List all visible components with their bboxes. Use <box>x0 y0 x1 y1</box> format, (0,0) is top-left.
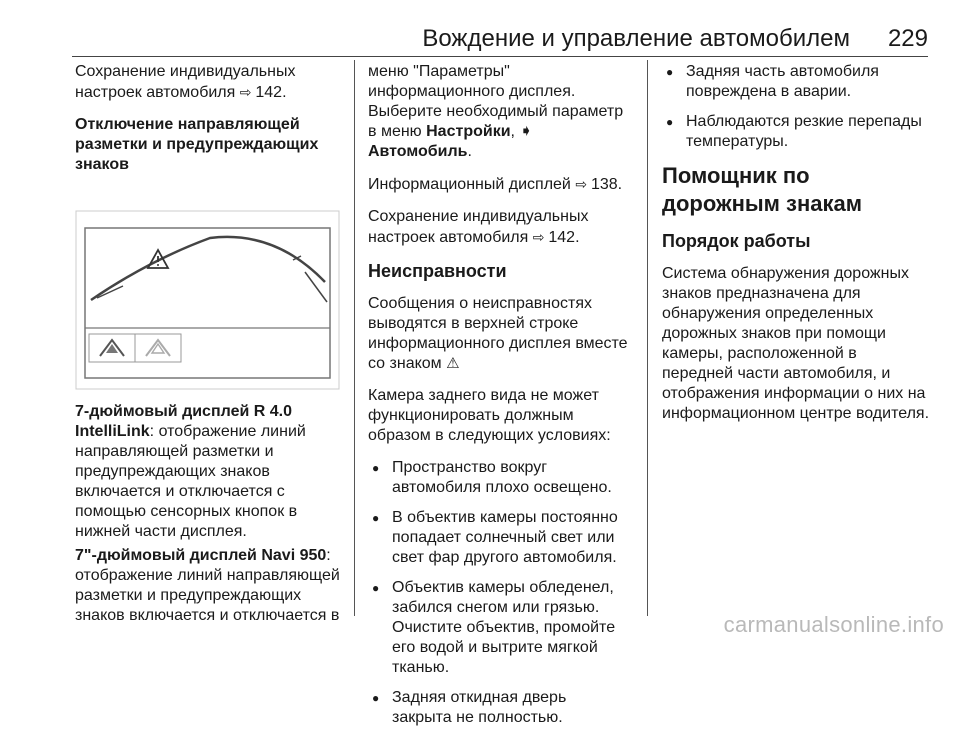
header-title: Вождение и управление автомобилем <box>422 25 850 52</box>
column-1-lower <box>75 402 343 638</box>
column-1 <box>75 62 343 187</box>
col2-paragraph-5: Камера заднего вида не может функционировать должным образом в следующих условиях: <box>368 387 611 444</box>
col1-paragraph-1: Сохранение индивидуальных настроек автомобиля ⇨ 142. <box>75 63 296 101</box>
list-item: ● Объектив камеры обледенел, забился снегом или грязью. Очистите объектив, промойте его водой и вытрите мягкой тканью. <box>368 578 630 678</box>
header-rule <box>72 56 928 57</box>
col1-heading: Отключение направляющей разметки и предупреждающих знаков <box>75 116 319 173</box>
list-item: ● Наблюдаются резкие перепады температуры. <box>662 112 932 152</box>
page-ref-icon: ⇨ <box>575 176 591 192</box>
list-item: ● Пространство вокруг автомобиля плохо освещено. <box>368 458 630 498</box>
warning-triangle-icon: ⚠ <box>446 355 460 372</box>
page-ref-icon: ⇨ <box>239 84 256 100</box>
col2-paragraph-2: Информационный дисплей ⇨ 138. <box>368 176 623 193</box>
camera-display-figure <box>75 210 340 390</box>
page-header <box>72 24 928 54</box>
col2-paragraph-1: меню "Параметры" информационного дисплея. Выберите необходимый параметр в меню Настройки, ➧ Автомобиль. <box>368 63 624 160</box>
column-3 <box>662 62 932 436</box>
watermark: carmanualsonline.info <box>723 612 944 637</box>
page-ref-icon: ⇨ <box>532 229 549 245</box>
col2-paragraph-3: Сохранение индивидуальных настроек автомобиля ⇨ 142. <box>368 208 589 246</box>
col1-paragraph-2: 7-дюймовый дисплей R 4.0 IntelliLink: отображение линий направляющей разметки и предупреждающих знаков включается и отключается с помощью сенсорных кнопок в нижней части дисплея. <box>75 403 306 540</box>
col2-bullet-list <box>368 458 630 728</box>
arrow-icon: ➧ <box>519 123 533 140</box>
sub-heading: Порядок работы <box>662 231 811 251</box>
col1-paragraph-3: 7"-дюймовый дисплей Navi 950: отображение линий направляющей разметки и предупреждающих знаков включается и отключается в <box>75 547 340 624</box>
column-2 <box>368 62 630 738</box>
column-divider-2 <box>647 60 648 616</box>
column-divider-1 <box>354 60 355 616</box>
col3-bullet-list <box>662 62 932 152</box>
list-item: ● Задняя откидная дверь закрыта не полностью. <box>368 688 630 728</box>
list-item: ● В объектив камеры постоянно попадает солнечный свет или свет фар другого автомобиля. <box>368 508 630 568</box>
list-item: ● Задняя часть автомобиля повреждена в аварии. <box>662 62 932 102</box>
col2-paragraph-4: Сообщения о неисправностях выводятся в верхней строке информационного дисплея вместе со знаком ⚠ <box>368 295 628 372</box>
col2-heading: Неисправности <box>368 261 507 281</box>
section-heading: Помощник по дорожным знакам <box>662 163 863 216</box>
col3-paragraph-1: Система обнаружения дорожных знаков предназначена для обнаружения определенных дорожных знаков при помощи камеры, расположенной в передней части автомобиля, и отображения информации о них на информационном центре водителя. <box>662 265 930 422</box>
page-number: 229 <box>887 25 928 52</box>
